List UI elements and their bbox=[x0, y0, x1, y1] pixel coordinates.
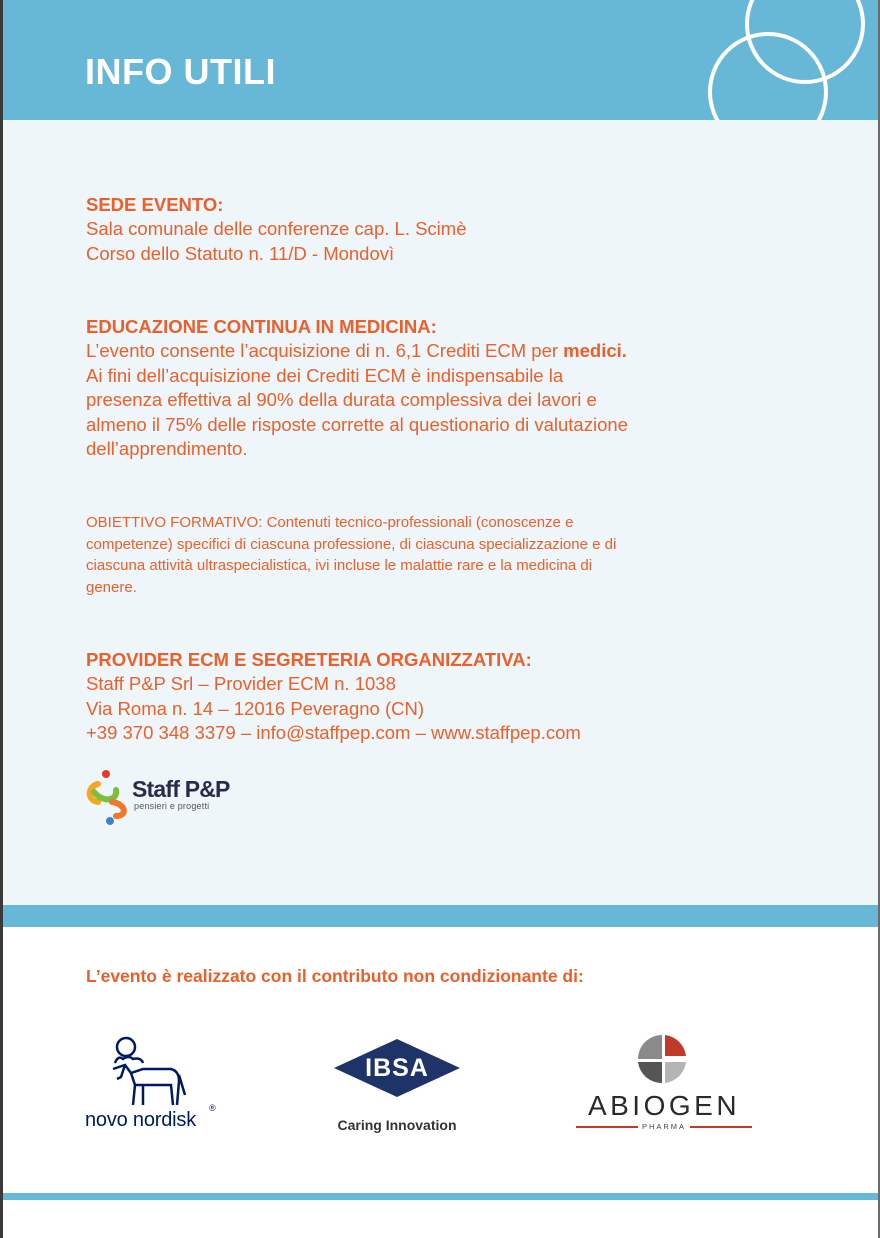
ecm-line-1-text: L’evento consente l’acquisizione di n. 6,1 Crediti ECM per bbox=[86, 340, 564, 361]
obiettivo-line-4: genere. bbox=[86, 578, 137, 596]
provider-heading: PROVIDER ECM E SEGRETERIA ORGANIZZATIVA: bbox=[86, 649, 532, 670]
abiogen-pharma: PHARMA bbox=[641, 1122, 687, 1131]
sede-line-2: Corso dello Statuto n. 11/D - Mondovì bbox=[86, 242, 395, 264]
divider-band bbox=[0, 905, 880, 927]
abiogen-circle-icon bbox=[574, 1033, 756, 1089]
ibsa-name: IBSA bbox=[365, 1054, 429, 1082]
novo-nordisk-name: novo nordisk bbox=[85, 1109, 196, 1131]
novo-nordisk-logo bbox=[85, 1035, 225, 1135]
abiogen-rule-right bbox=[690, 1126, 752, 1128]
obiettivo-line-1: OBIETTIVO FORMATIVO: Contenuti tecnico-professionali (conoscenze e bbox=[86, 514, 574, 531]
apis-bull-icon bbox=[85, 1035, 195, 1111]
sponsor-intro: L’evento è realizzato con il contributo non condizionante di: bbox=[86, 966, 584, 986]
staff-pp-mark-icon bbox=[86, 770, 134, 825]
registered-mark: ® bbox=[209, 1103, 216, 1113]
ecm-section bbox=[86, 315, 628, 462]
obiettivo-line-3: ciascuna attività ultraspecialistica, ivi incluse le malattie rare e la medicina di bbox=[86, 557, 593, 574]
bottom-band bbox=[0, 1193, 880, 1200]
ibsa-tagline: Caring Innovation bbox=[337, 1117, 457, 1133]
ecm-line-3: presenza effettiva al 90% della durata complessiva dei lavori e bbox=[86, 389, 597, 410]
page-title: INFO UTILI bbox=[85, 51, 276, 92]
provider-section bbox=[86, 648, 581, 746]
ecm-line-1 bbox=[86, 339, 628, 364]
decorative-circles-icon bbox=[0, 0, 880, 120]
ecm-line-5: dell’apprendimento. bbox=[86, 438, 248, 459]
abiogen-logo bbox=[574, 1033, 756, 1133]
ecm-line-2: Ai fini dell’acquisizione dei Crediti ECM è indispensabile la bbox=[86, 364, 564, 386]
header-band bbox=[0, 0, 880, 120]
obiettivo-line-2: competenze) specifici di ciascuna professione, di ciascuna specializzazione e di bbox=[86, 535, 617, 553]
sede-evento-section bbox=[86, 193, 467, 266]
ecm-line-4: almeno il 75% delle risposte corrette al questionario di valutazione bbox=[86, 413, 628, 435]
abiogen-name: ABIOGEN bbox=[587, 1090, 741, 1121]
ibsa-logo bbox=[330, 1037, 470, 1137]
provider-contacts[interactable]: +39 370 348 3379 – info@staffpep.com – www.staffpep.com bbox=[86, 722, 581, 743]
sede-line-1: Sala comunale delle conferenze cap. L. Scimè bbox=[86, 218, 467, 239]
ecm-heading: EDUCAZIONE CONTINUA IN MEDICINA: bbox=[86, 316, 437, 337]
staff-pp-name: Staff P&P bbox=[132, 776, 230, 802]
staff-pp-tagline: pensieri e progetti bbox=[134, 801, 210, 811]
sede-heading: SEDE EVENTO: bbox=[86, 194, 224, 215]
abiogen-rule-left bbox=[576, 1126, 638, 1128]
obiettivo-section bbox=[86, 512, 726, 598]
staff-pp-logo bbox=[86, 770, 266, 825]
ecm-line-1-bold: medici. bbox=[563, 340, 627, 361]
provider-line-1: Staff P&P Srl – Provider ECM n. 1038 bbox=[86, 673, 396, 694]
provider-line-2: Via Roma n. 14 – 12016 Peveragno (CN) bbox=[86, 697, 424, 719]
